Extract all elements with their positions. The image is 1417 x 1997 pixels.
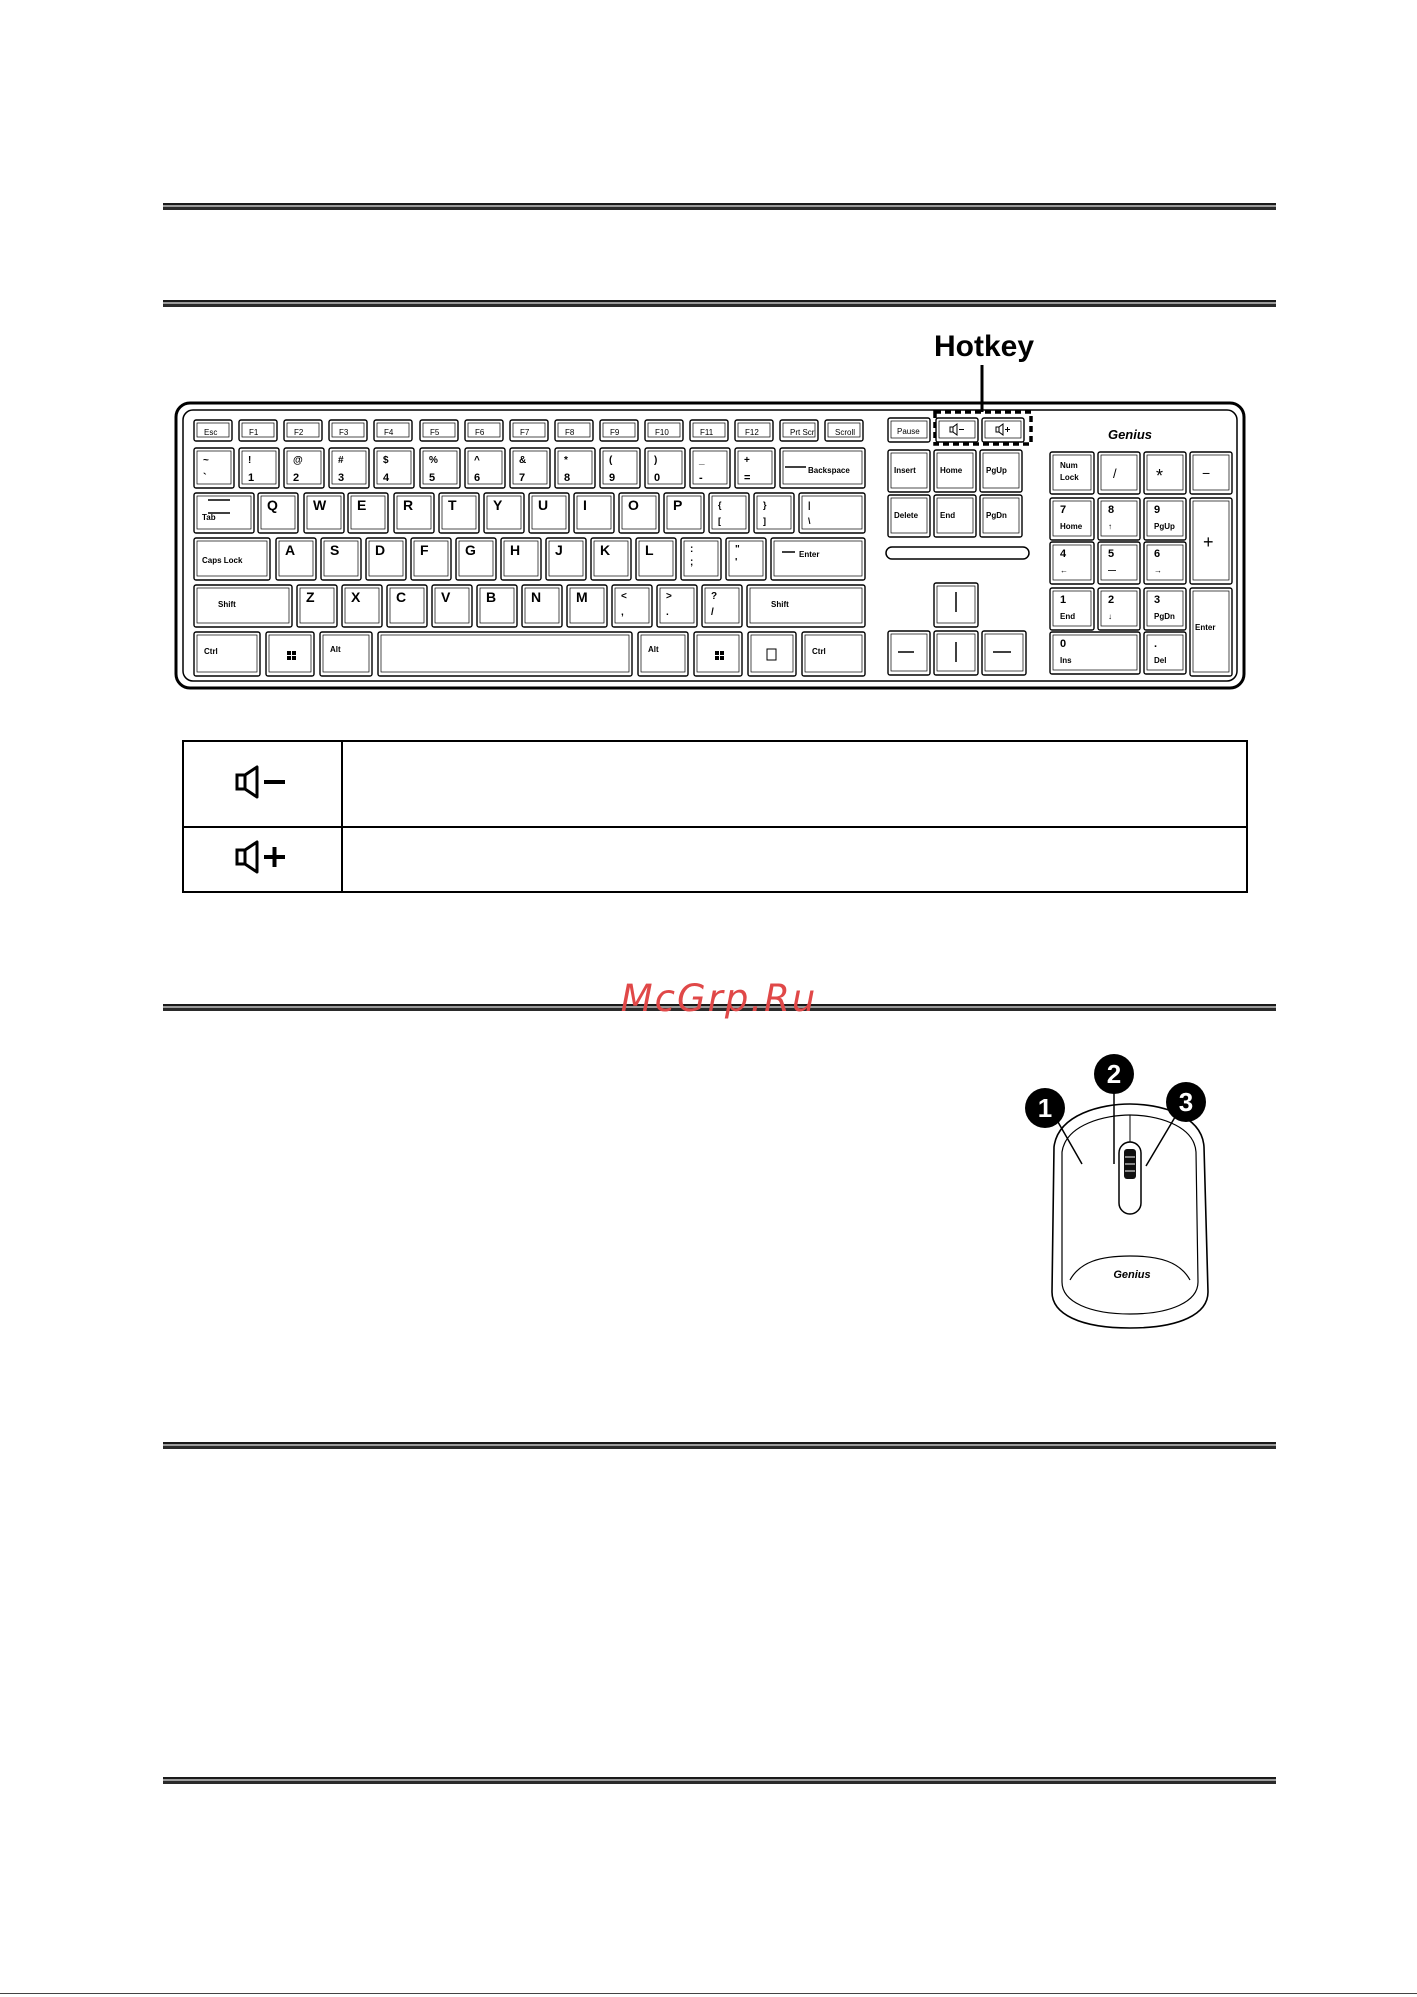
key-numpad-1-label: End	[1060, 612, 1076, 621]
key-number-5-label: %	[429, 455, 438, 466]
key-w	[304, 493, 344, 533]
key-numpad-enter-label: Enter	[1195, 623, 1216, 632]
key-end-label: End	[940, 511, 956, 520]
key-symbol-z-1-label: .	[666, 607, 669, 618]
key-symbol-q-0-label: {	[718, 500, 722, 510]
key-backspace-label: Backspace	[808, 466, 850, 475]
key-numpad-0-label: Ins	[1060, 656, 1072, 665]
key-symbol-a-1-label: "	[735, 544, 740, 555]
key-symbol-z-2-label: /	[711, 607, 714, 618]
key-numpad-2-label: ↓	[1108, 612, 1112, 621]
key-o	[619, 493, 659, 533]
key-numpad-6	[1144, 542, 1186, 584]
key-number-7	[510, 448, 550, 488]
key-m-label: M	[576, 589, 588, 605]
key-f3	[329, 420, 367, 441]
volume-up-icon	[233, 840, 293, 874]
key-numpad-8	[1098, 498, 1140, 540]
key-number-4-label: $	[383, 455, 389, 466]
key-pgup	[980, 450, 1022, 492]
key-r	[394, 493, 434, 533]
key-y-label: Y	[493, 497, 503, 513]
key-ctrl-left-label: Ctrl	[204, 647, 218, 656]
key-l-label: L	[645, 542, 654, 558]
key-numpad-multiply	[1144, 452, 1186, 494]
key-f-label: F	[420, 542, 429, 558]
key-s-label: S	[330, 542, 340, 558]
key-shift-right	[747, 585, 865, 627]
key-shift-right-label: Shift	[771, 600, 789, 609]
key-symbol-a-1	[726, 538, 766, 580]
key-numpad-7-label: Home	[1060, 522, 1083, 531]
key-f4	[374, 420, 412, 441]
key-i	[574, 493, 614, 533]
key-number-1-label: !	[248, 455, 252, 466]
key-r-label: R	[403, 497, 414, 513]
key-number-2	[284, 448, 324, 488]
key-number-8-label: *	[564, 455, 568, 466]
key-insert	[888, 450, 930, 492]
key-ctrl-right	[802, 632, 865, 676]
volume-down-icon	[233, 765, 293, 799]
key-numpad-0-label: 0	[1060, 638, 1067, 650]
key-f10-label: F10	[655, 428, 669, 437]
key-numpad-.	[1144, 632, 1186, 674]
key-number-10	[645, 448, 685, 488]
key-number-11-label: -	[699, 472, 703, 484]
key-number-12-label: +	[744, 455, 750, 466]
key-n-label: N	[531, 589, 542, 605]
key-numpad-.-label: Del	[1154, 656, 1167, 665]
key-prt-scr	[780, 420, 818, 441]
key-symbol-a-1-label: '	[735, 557, 738, 568]
key-alt-left	[320, 632, 372, 676]
key-numpad-8-label: ↑	[1108, 522, 1112, 531]
key-numpad-6-label: →	[1154, 566, 1162, 575]
key-numpad-6-label: 6	[1154, 548, 1161, 560]
page-bottom-edge	[0, 1993, 1417, 1994]
key-f1-label: F1	[249, 428, 259, 437]
key-number-3-label: 3	[338, 472, 345, 484]
key-symbol-z-2-label: ?	[711, 591, 718, 602]
key-caps-lock-label: Caps Lock	[202, 556, 243, 565]
callout-2-label: 2	[1106, 1059, 1122, 1089]
key-symbol-q-0	[709, 493, 749, 533]
key-number-7-label: &	[519, 455, 527, 466]
mouse-illustration	[1020, 1052, 1235, 1334]
key-f8	[555, 420, 593, 441]
key-f11	[690, 420, 728, 441]
key-symbol-z-0	[612, 585, 652, 627]
key-delete-label: Delete	[894, 511, 919, 520]
key-number-12	[735, 448, 775, 488]
callout-1-label: 1	[1037, 1093, 1053, 1123]
key-numpad-9	[1144, 498, 1186, 540]
key-f5-label: F5	[430, 428, 440, 437]
key-number-8-label: 8	[564, 472, 571, 484]
key-symbol-q-1-label: ]	[763, 516, 766, 526]
key-esc-label: Esc	[204, 428, 218, 437]
key-symbol-q-1	[754, 493, 794, 533]
key-symbol-q-2-label: \	[808, 516, 811, 526]
key-numpad-7	[1050, 498, 1094, 540]
key-arrow-right	[982, 631, 1026, 675]
key-num-lock-label: Num	[1060, 461, 1078, 470]
key-numpad-3-label: PgDn	[1154, 612, 1175, 621]
key-number-7-label: 7	[519, 472, 526, 484]
key-x	[342, 585, 382, 627]
key-number-4-label: 4	[383, 472, 390, 484]
key-menu	[748, 632, 796, 676]
key-numpad-1	[1050, 588, 1094, 630]
key-number-6-label: 6	[474, 472, 481, 484]
key-t	[439, 493, 479, 533]
key-symbol-a-0-label: :	[690, 544, 694, 555]
key-v-label: V	[441, 589, 451, 605]
key-number-9-label: 9	[609, 472, 616, 484]
key-o-label: O	[628, 497, 639, 513]
key-alt-left-label: Alt	[330, 645, 341, 654]
key-q-label: Q	[267, 497, 278, 513]
key-f2-label: F2	[294, 428, 304, 437]
key-i-label: I	[583, 497, 587, 513]
key-h-label: H	[510, 542, 521, 558]
key-c-label: C	[396, 589, 407, 605]
key-scroll-label: Scroll	[835, 428, 856, 437]
key-f5	[420, 420, 458, 441]
key-m	[567, 585, 607, 627]
key-v	[432, 585, 472, 627]
key-number-5	[420, 448, 460, 488]
volume-down-description	[342, 741, 1247, 827]
key-symbol-q-2	[799, 493, 865, 533]
key-numpad-1-label: 1	[1060, 594, 1067, 606]
section-rule-5	[163, 1777, 1276, 1784]
key-g	[456, 538, 496, 580]
key-a-label: A	[285, 542, 296, 558]
key-shift-left	[194, 585, 292, 627]
section-rule-1	[163, 203, 1276, 210]
key-home-label: Home	[940, 466, 963, 475]
key-numpad-0	[1050, 632, 1140, 674]
key-enter-label: Enter	[799, 550, 820, 559]
key-numpad-minus-label: −	[1202, 465, 1211, 481]
key-number-11	[690, 448, 730, 488]
key-f4-label: F4	[384, 428, 394, 437]
key-number-2-label: @	[293, 455, 303, 466]
key-enter	[771, 538, 865, 580]
key-f7	[510, 420, 548, 441]
key-d	[366, 538, 406, 580]
key-d-label: D	[375, 542, 386, 558]
key-number-0-label: ~	[203, 455, 209, 466]
key-numpad-2	[1098, 588, 1140, 630]
key-symbol-z-2	[702, 585, 742, 627]
key-numpad-enter	[1190, 588, 1232, 676]
key-numpad-plus	[1190, 498, 1232, 584]
key-e	[348, 493, 388, 533]
key-numpad-4-label: ←	[1060, 566, 1068, 575]
key-caps-lock	[194, 538, 270, 580]
hotkey-table	[182, 740, 1248, 893]
key-numpad-multiply-label: *	[1156, 466, 1164, 486]
key-numpad-plus-label: +	[1203, 532, 1214, 552]
key-numpad-9-label: PgUp	[1154, 522, 1175, 531]
key-pgup-label: PgUp	[986, 466, 1007, 475]
key-k	[591, 538, 631, 580]
callout-3-label: 3	[1178, 1087, 1194, 1117]
key-c	[387, 585, 427, 627]
key-f12	[735, 420, 773, 441]
key-number-3	[329, 448, 369, 488]
key-b-label: B	[486, 589, 497, 605]
mouse-brand-logo: Genius	[1113, 1269, 1151, 1281]
key-insert-label: Insert	[894, 466, 916, 475]
watermark: McGrp.Ru	[620, 977, 818, 1020]
key-home	[934, 450, 976, 492]
key-numpad-5-label: —	[1108, 566, 1116, 575]
key-pgdn	[980, 495, 1022, 537]
key-ctrl-right-label: Ctrl	[812, 647, 826, 656]
key-f9-label: F9	[610, 428, 620, 437]
key-numpad-divide	[1098, 452, 1140, 494]
key-delete	[888, 495, 930, 537]
key-number-12-label: =	[744, 472, 751, 484]
key-ctrl-left	[194, 632, 260, 676]
key-number-0	[194, 448, 234, 488]
key-number-0-label: `	[203, 472, 207, 484]
key-f	[411, 538, 451, 580]
hotkey-row-volume-down	[183, 741, 1247, 827]
key-alt-right-label: Alt	[648, 645, 659, 654]
key-p-label: P	[673, 497, 683, 513]
key-f2	[284, 420, 322, 441]
key-numpad-7-label: 7	[1060, 504, 1067, 516]
key-numpad-8-label: 8	[1108, 504, 1115, 516]
hotkey-row-volume-up	[183, 827, 1247, 892]
key-symbol-z-1	[657, 585, 697, 627]
key-q	[258, 493, 298, 533]
key-e-label: E	[357, 497, 367, 513]
key-t-label: T	[448, 497, 457, 513]
key-pause	[888, 418, 930, 442]
key-numpad-3-label: 3	[1154, 594, 1161, 606]
key-y	[484, 493, 524, 533]
key-f7-label: F7	[520, 428, 530, 437]
key-p	[664, 493, 704, 533]
key-f12-label: F12	[745, 428, 759, 437]
keyboard-illustration	[170, 330, 1250, 700]
key-numpad-minus	[1190, 452, 1232, 494]
key-f10	[645, 420, 683, 441]
key-number-4	[374, 448, 414, 488]
key-pause-label: Pause	[897, 427, 920, 436]
key-numpad-.-label: .	[1154, 638, 1158, 650]
key-symbol-z-0-label: <	[621, 591, 627, 602]
key-j	[546, 538, 586, 580]
key-w-label: W	[313, 497, 327, 513]
key-k-label: K	[600, 542, 611, 558]
key-numpad-5-label: 5	[1108, 548, 1115, 560]
key-numpad-3	[1144, 588, 1186, 630]
key-symbol-q-2-label: |	[808, 500, 811, 510]
key-g-label: G	[465, 542, 476, 558]
section-rule-4	[163, 1442, 1276, 1449]
key-number-6-label: ^	[474, 455, 480, 466]
key-s	[321, 538, 361, 580]
key-number-11-label: _	[699, 455, 705, 466]
key-numpad-4-label: 4	[1060, 548, 1067, 560]
key-scroll	[825, 420, 863, 441]
key-a	[276, 538, 316, 580]
key-f11-label: F11	[700, 428, 714, 437]
key-number-5-label: 5	[429, 472, 436, 484]
key-j-label: J	[555, 542, 563, 558]
key-z	[297, 585, 337, 627]
key-x-label: X	[351, 589, 361, 605]
key-l	[636, 538, 676, 580]
key-esc	[194, 420, 232, 441]
key-shift-left-label: Shift	[218, 600, 236, 609]
key-number-1-label: 1	[248, 472, 255, 484]
key-z-label: Z	[306, 589, 315, 605]
key-f1	[239, 420, 277, 441]
key-symbol-q-0-label: [	[718, 516, 721, 526]
key-number-9	[600, 448, 640, 488]
key-pgdn-label: PgDn	[986, 511, 1007, 520]
key-h	[501, 538, 541, 580]
key-symbol-q-1-label: }	[763, 500, 767, 510]
key-tab-label: Tab	[202, 513, 216, 522]
key-symbol-a-0	[681, 538, 721, 580]
key-number-1	[239, 448, 279, 488]
key-backspace	[780, 448, 865, 488]
keyboard-brand-logo: Genius	[1107, 427, 1153, 442]
key-number-10-label: 0	[654, 472, 661, 484]
volume-up-description	[342, 827, 1247, 892]
key-numpad-5	[1098, 542, 1140, 584]
key-numpad-2-label: 2	[1108, 594, 1115, 606]
key-f6-label: F6	[475, 428, 485, 437]
key-number-8	[555, 448, 595, 488]
key-num-lock-label: Lock	[1060, 473, 1079, 482]
key-f9	[600, 420, 638, 441]
key-alt-right	[638, 632, 688, 676]
key-f8-label: F8	[565, 428, 575, 437]
key-numpad-9-label: 9	[1154, 504, 1161, 516]
key-f6	[465, 420, 503, 441]
key-symbol-z-0-label: ,	[621, 607, 624, 618]
key-numpad-4	[1050, 542, 1094, 584]
key-number-2-label: 2	[293, 472, 300, 484]
key-number-9-label: (	[609, 455, 613, 466]
key-numpad-divide-label: /	[1113, 466, 1117, 481]
key-end	[934, 495, 976, 537]
keyboard-palm-bar	[886, 547, 1029, 559]
key-u	[529, 493, 569, 533]
key-number-3-label: #	[338, 455, 344, 466]
section-rule-2	[163, 300, 1276, 307]
key-number-6	[465, 448, 505, 488]
key-f3-label: F3	[339, 428, 349, 437]
key-symbol-z-1-label: >	[666, 591, 672, 602]
key-num-lock	[1050, 452, 1094, 494]
key-arrow-left	[888, 631, 930, 675]
key-b	[477, 585, 517, 627]
key-prt-scr-label: Prt Scr	[790, 428, 815, 437]
key-u-label: U	[538, 497, 549, 513]
key-number-10-label: )	[654, 455, 658, 466]
hotkey-callout: Hotkey	[933, 330, 1035, 363]
key-n	[522, 585, 562, 627]
key-symbol-a-0-label: ;	[690, 557, 694, 568]
key-space	[378, 632, 632, 676]
